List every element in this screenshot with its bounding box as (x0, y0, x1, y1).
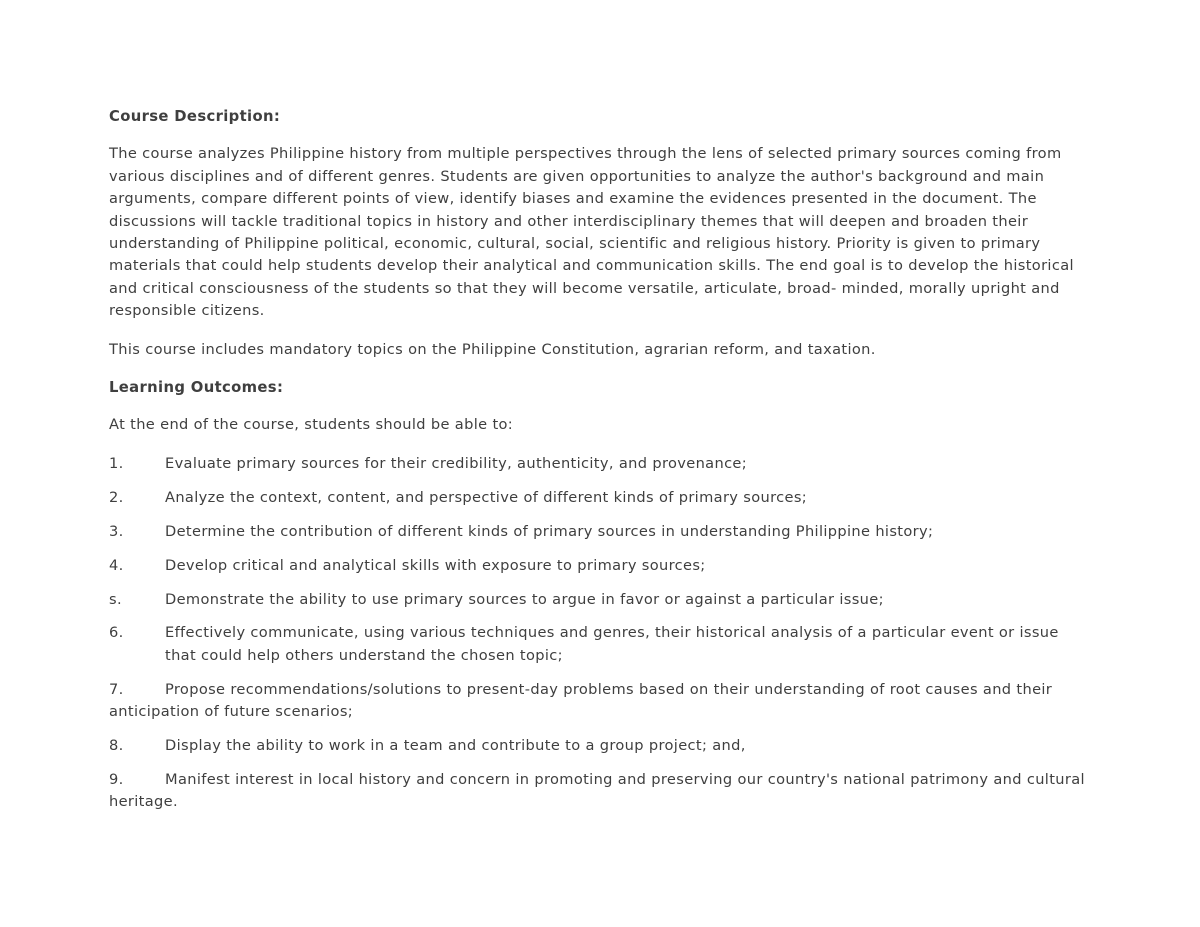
outcome-marker: 6. (109, 624, 124, 642)
outcome-item-2 (109, 487, 1094, 509)
outcome-text: Propose recommendations/solutions to present-day problems based on their understanding of root causes and their anticipation of future scenarios; (109, 680, 1053, 721)
outcome-marker: 4. (109, 556, 124, 574)
outcome-text: Evaluate primary sources for their credibility, authenticity, and provenance; (165, 454, 748, 472)
outcome-marker: 3. (109, 522, 124, 540)
outcome-marker: 8. (109, 737, 124, 755)
outcome-item-4 (109, 555, 1094, 577)
outcome-text: Effectively communicate, using various techniques and genres, their historical analysis of a particular event or issue that could help others understand the chosen topic; (165, 624, 1059, 664)
outcome-item-9 (109, 769, 1094, 814)
outcome-text: Demonstrate the ability to use primary sources to argue in favor or against a particular issue; (165, 590, 884, 608)
outcome-item-7 (109, 679, 1094, 724)
outcome-text: Develop critical and analytical skills with exposure to primary sources; (165, 556, 706, 574)
outcome-text: Determine the contribution of different kinds of primary sources in understanding Philippine history; (165, 522, 934, 540)
document-content (109, 106, 1094, 814)
outcome-marker: 9. (109, 770, 124, 788)
outcome-marker: 1. (109, 454, 124, 472)
outcome-item-1 (109, 453, 1094, 475)
outcome-item-3 (109, 521, 1094, 543)
outcome-marker: s. (109, 590, 122, 608)
course-description-heading: Course Description: (109, 108, 281, 125)
outcome-item-8 (109, 735, 1094, 757)
outcome-marker: 2. (109, 488, 124, 506)
outcomes-intro: At the end of the course, students should be able to: (109, 416, 514, 434)
course-description-paragraph: The course analyzes Philippine history from multiple perspectives through the lens of selected primary sources coming from various disciplines and of different genres. Students are given opportunities to analyze the author's background and main arguments, compare different points of view, identify biases and examine the evidences presented in the document. The discussions will tackle traditional topics in history and other interdisciplinary themes that will deepen and broaden their understanding of Philippine political, economic, cultural, social, scientific and religious history. Priority is given to primary materials that could help students develop their analytical and communication skills. The end goal is to develop the historical and critical consciousness of the students so that they will become versatile, articulate, broad- minded, morally upright and responsible citizens. (109, 145, 1074, 320)
outcome-item-6 (109, 622, 1094, 667)
outcome-text: Analyze the context, content, and perspective of different kinds of primary sources; (165, 488, 808, 506)
outcome-item-5 (109, 589, 1094, 611)
mandatory-topics-paragraph: This course includes mandatory topics on the Philippine Constitution, agrarian reform, and taxation. (109, 340, 876, 358)
outcome-text: Display the ability to work in a team and contribute to a group project; and, (165, 737, 746, 755)
outcome-marker: 7. (109, 680, 124, 698)
outcome-text: Manifest interest in local history and concern in promoting and preserving our country's national patrimony and cultural heritage. (109, 770, 1085, 811)
learning-outcomes-heading: Learning Outcomes: (109, 379, 284, 397)
